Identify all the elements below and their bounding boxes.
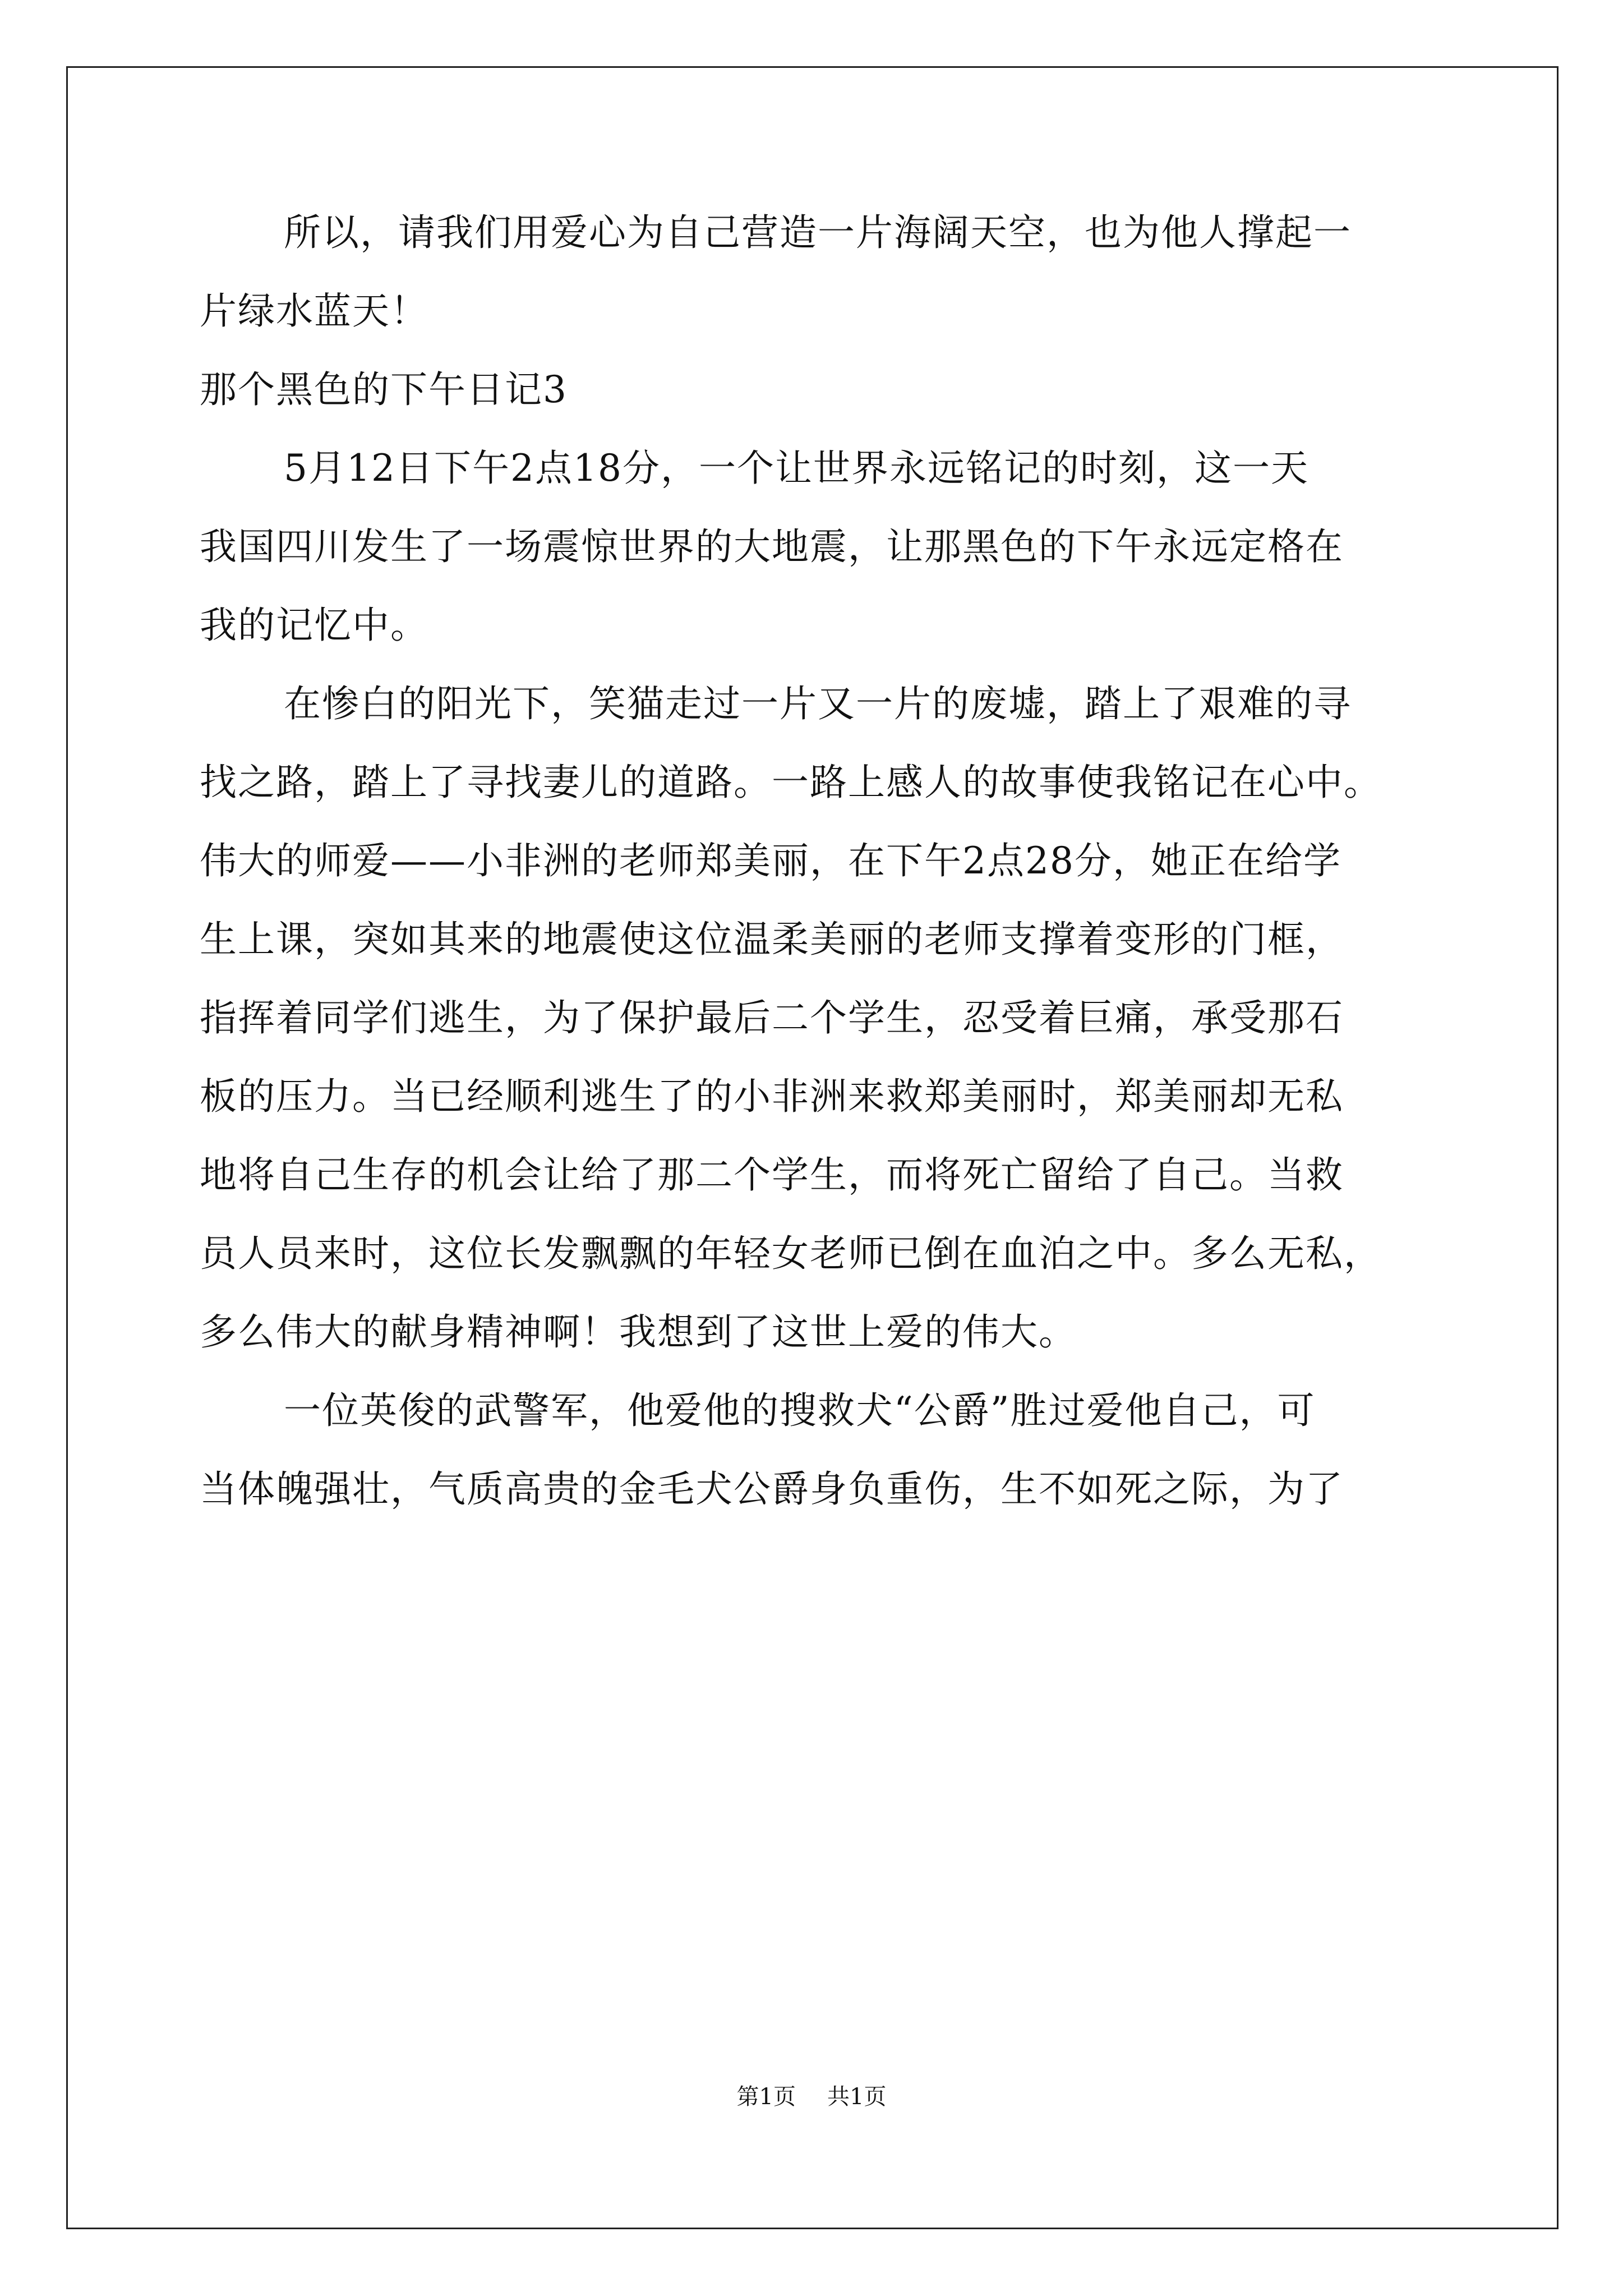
text-line: 生上课，突如其来的地震使这位温柔美丽的老师支撑着变形的门框， [200, 918, 1344, 961]
text-line: 片绿水蓝天！ [200, 289, 428, 333]
paragraph [200, 429, 1433, 665]
page-footer [0, 2080, 1623, 2114]
text-line: 我国四川发生了一场震惊世界的大地震，让那黑色的下午永远定格在 [200, 525, 1344, 568]
text-line: 在惨白的阳光下，笑猫走过一片又一片的废墟，踏上了艰难的寻 [284, 682, 1352, 725]
page-number: 第1页 [736, 2084, 796, 2110]
text-line: 员人员来时，这位长发飘飘的年轻女老师已倒在血泊之中。多么无私， [200, 1232, 1382, 1275]
paragraph [200, 1372, 1433, 1529]
paragraph [200, 665, 1433, 1372]
text-line: 指挥着同学们逃生，为了保护最后二个学生，忍受着巨痛，承受那石 [200, 996, 1344, 1039]
text-line: 5月12日下午2点18分，一个让世界永远铭记的时刻，这一天 [284, 447, 1309, 490]
document-body [200, 194, 1433, 1529]
text-line: 找之路，踏上了寻找妻儿的道路。一路上感人的故事使我铭记在心中。 [200, 761, 1382, 804]
section-title: 那个黑色的下午日记3 [200, 368, 568, 411]
text-line: 板的压力。当已经顺利逃生了的小非洲来救郑美丽时，郑美丽却无私 [200, 1075, 1344, 1118]
text-line: 当体魄强壮，气质高贵的金毛犬公爵身负重伤，生不如死之际，为了 [200, 1467, 1344, 1511]
paragraph [200, 194, 1433, 351]
text-line: 地将自己生存的机会让给了那二个学生，而将死亡留给了自己。当救 [200, 1153, 1344, 1197]
text-line: 一位英俊的武警军，他爱他的搜救犬“公爵”胜过爱他自己，可 [284, 1389, 1316, 1432]
text-line: 我的记忆中。 [200, 604, 428, 647]
page-total: 共1页 [827, 2084, 887, 2110]
text-line: 多么伟大的献身精神啊！我想到了这世上爱的伟大。 [200, 1310, 1077, 1354]
text-line: 伟大的师爱——小非洲的老师郑美丽，在下午2点28分，她正在给学 [200, 839, 1341, 882]
text-line: 所以，请我们用爱心为自己营造一片海阔天空，也为他人撑起一 [284, 211, 1352, 254]
